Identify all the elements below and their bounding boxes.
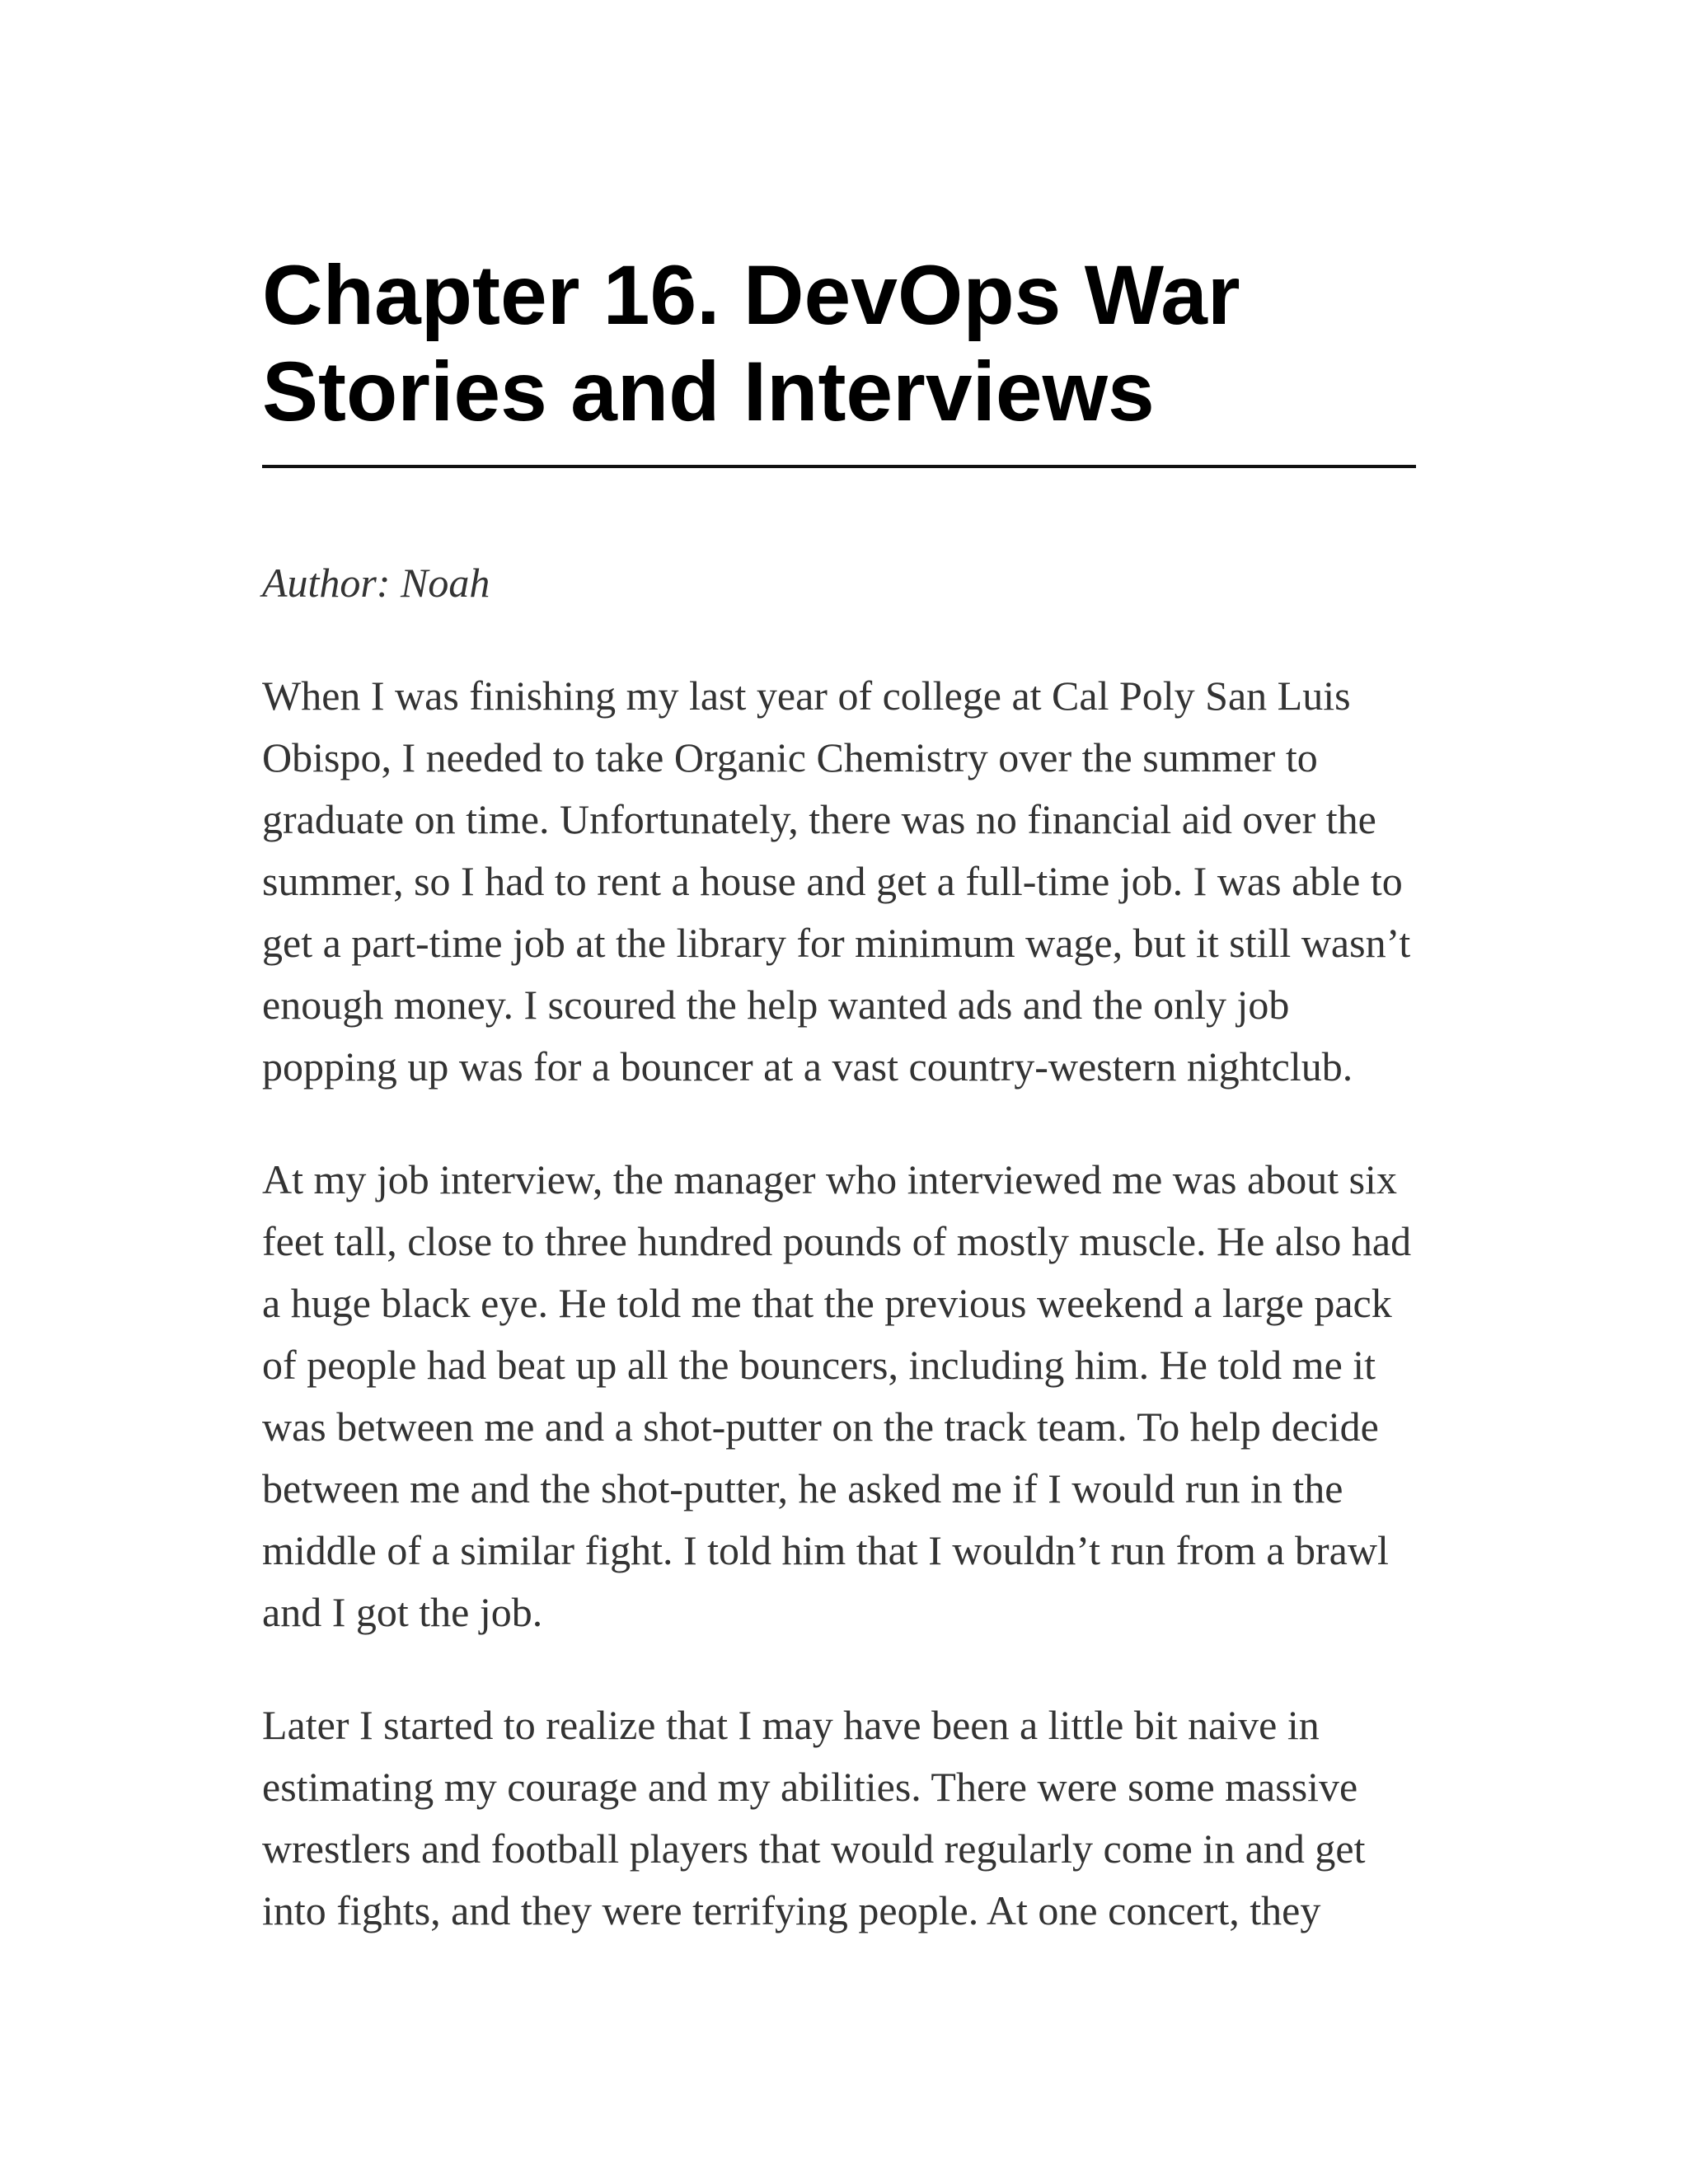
paragraph: Later I started to realize that I may have been a little bit naive in estimating my courage and my abilities. There were some massive wrestlers and football players that would regularly come in and get into fights, and they were terrifying people. At one concert, they: [262, 1702, 1366, 1933]
chapter-title: Chapter 16. DevOps War Stories and Interviews: [262, 247, 1416, 468]
author-line: Author: Noah: [262, 560, 490, 606]
paragraph: When I was finishing my last year of college at Cal Poly San Luis Obispo, I needed to take Organic Chemistry over the summer to graduate on time. Unfortunately, there was no financial aid over the summer, so I had to rent a house and get a full-time job. I was able to get a part-time job at the library for minimum wage, but it still wasn’t enough money. I scoured the help wanted ads and the only job popping up was for a bouncer at a vast country-western nightclub.: [262, 673, 1411, 1090]
paragraph: At my job interview, the manager who interviewed me was about six feet tall, close to three hundred pounds of mostly muscle. He also had a huge black eye. He told me that the previous weekend a large pack of people had beat up all the bouncers, including him. He told me it was between me and a shot-putter on the track team. To help decide between me and the shot-putter, he asked me if I would run in the middle of a similar fight. I told him that I wouldn’t run from a brawl and I got the job.: [262, 1156, 1412, 1635]
chapter-content: [262, 247, 1416, 1942]
